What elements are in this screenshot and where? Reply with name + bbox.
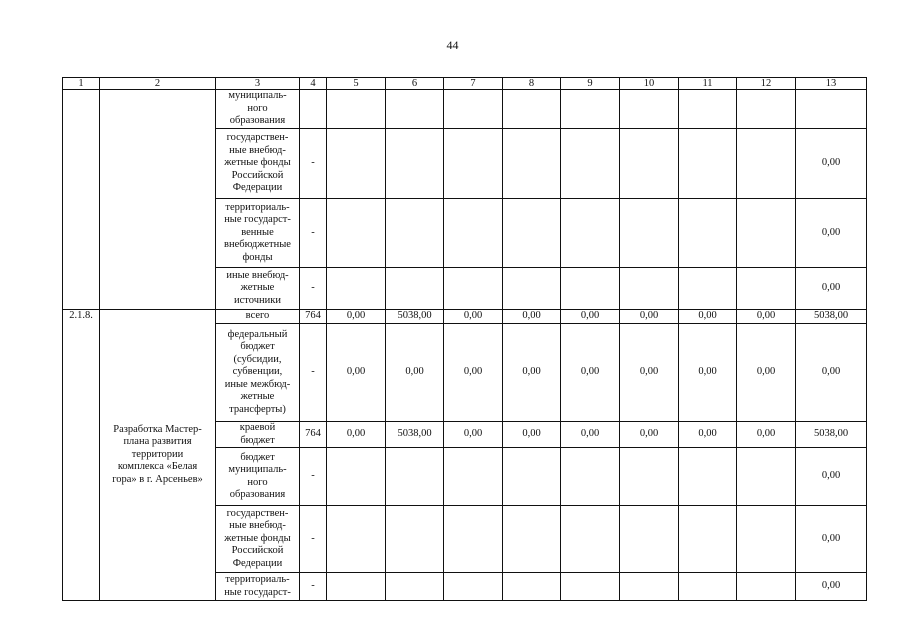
value-cell-v8 xyxy=(503,129,561,199)
value-cell-v5 xyxy=(327,129,386,199)
table-row xyxy=(63,310,867,324)
value-cell-v11 xyxy=(679,129,737,199)
header-cell: 12 xyxy=(737,78,796,90)
value-cell-v11: 0,00 xyxy=(679,324,737,422)
value-cell-v8 xyxy=(503,573,561,601)
header-cell: 13 xyxy=(796,78,867,90)
value-cell-v12 xyxy=(737,268,796,310)
value-cell-v6 xyxy=(386,199,444,268)
value-cell-v7: 0,00 xyxy=(444,324,503,422)
value-cell-v13: 0,00 xyxy=(796,199,867,268)
value-cell-v10 xyxy=(620,90,679,129)
value-cell-v8 xyxy=(503,448,561,506)
value-cell-v7 xyxy=(444,129,503,199)
value-cell-v10: 0,00 xyxy=(620,310,679,324)
value-cell-v13: 0,00 xyxy=(796,324,867,422)
value-cell-v10 xyxy=(620,506,679,573)
value-cell-v12: 0,00 xyxy=(737,422,796,448)
value-cell-v12: 0,00 xyxy=(737,310,796,324)
value-cell-v8: 0,00 xyxy=(503,324,561,422)
code-cell xyxy=(300,90,327,129)
value-cell-v9 xyxy=(561,448,620,506)
value-cell-v5 xyxy=(327,268,386,310)
value-cell-v11 xyxy=(679,573,737,601)
value-cell-v11: 0,00 xyxy=(679,422,737,448)
value-cell-v6 xyxy=(386,129,444,199)
value-cell-v6: 5038,00 xyxy=(386,422,444,448)
header-cell: 7 xyxy=(444,78,503,90)
value-cell-v13: 0,00 xyxy=(796,129,867,199)
header-cell: 6 xyxy=(386,78,444,90)
value-cell-v9 xyxy=(561,573,620,601)
value-cell-v11 xyxy=(679,506,737,573)
value-cell-v5 xyxy=(327,199,386,268)
value-cell-v9: 0,00 xyxy=(561,310,620,324)
value-cell-v6 xyxy=(386,506,444,573)
header-cell: 4 xyxy=(300,78,327,90)
header-cell: 1 xyxy=(63,78,100,90)
value-cell-v9 xyxy=(561,506,620,573)
value-cell-v12 xyxy=(737,506,796,573)
event-name-cell: Разработка Мастер- плана развития территории комплекса «Белая гора» в г. Арсеньев» xyxy=(100,310,216,601)
funding-source-cell: муниципаль- ного образования xyxy=(216,90,300,129)
value-cell-v10 xyxy=(620,199,679,268)
value-cell-v13: 5038,00 xyxy=(796,422,867,448)
value-cell-v5 xyxy=(327,90,386,129)
value-cell-v8 xyxy=(503,90,561,129)
funding-source-cell: территориаль- ные государст- венные внебюджетные фонды xyxy=(216,199,300,268)
value-cell-v7 xyxy=(444,448,503,506)
value-cell-v8 xyxy=(503,268,561,310)
value-cell-v13: 0,00 xyxy=(796,573,867,601)
value-cell-v5: 0,00 xyxy=(327,324,386,422)
value-cell-v11 xyxy=(679,448,737,506)
value-cell-v9 xyxy=(561,129,620,199)
value-cell-v7 xyxy=(444,573,503,601)
code-cell: - xyxy=(300,573,327,601)
page-number: 44 xyxy=(446,38,459,52)
value-cell-v12 xyxy=(737,573,796,601)
value-cell-v9: 0,00 xyxy=(561,324,620,422)
value-cell-v13: 5038,00 xyxy=(796,310,867,324)
value-cell-v7 xyxy=(444,268,503,310)
value-cell-v13 xyxy=(796,90,867,129)
value-cell-v6 xyxy=(386,90,444,129)
value-cell-v10 xyxy=(620,268,679,310)
budget-table xyxy=(62,77,867,601)
value-cell-v7 xyxy=(444,506,503,573)
value-cell-v10 xyxy=(620,129,679,199)
header-cell: 3 xyxy=(216,78,300,90)
value-cell-v8 xyxy=(503,506,561,573)
row-number-cell: 2.1.8. xyxy=(63,310,100,601)
value-cell-v7: 0,00 xyxy=(444,422,503,448)
funding-source-cell: иные внебюд- жетные источники xyxy=(216,268,300,310)
value-cell-v9 xyxy=(561,199,620,268)
code-cell: - xyxy=(300,506,327,573)
value-cell-v12 xyxy=(737,90,796,129)
value-cell-v7: 0,00 xyxy=(444,310,503,324)
code-cell: 764 xyxy=(300,422,327,448)
header-cell: 8 xyxy=(503,78,561,90)
value-cell-v8: 0,00 xyxy=(503,422,561,448)
value-cell-v10 xyxy=(620,448,679,506)
event-name-cell xyxy=(100,90,216,310)
value-cell-v11: 0,00 xyxy=(679,310,737,324)
value-cell-v5: 0,00 xyxy=(327,310,386,324)
value-cell-v5 xyxy=(327,573,386,601)
funding-source-cell: государствен- ные внебюд- жетные фонды Российской Федерации xyxy=(216,129,300,199)
value-cell-v12 xyxy=(737,448,796,506)
funding-source-cell: государствен- ные внебюд- жетные фонды Российской Федерации xyxy=(216,506,300,573)
value-cell-v5 xyxy=(327,448,386,506)
value-cell-v6: 5038,00 xyxy=(386,310,444,324)
value-cell-v5 xyxy=(327,506,386,573)
header-cell: 10 xyxy=(620,78,679,90)
value-cell-v11 xyxy=(679,268,737,310)
funding-source-cell: территориаль- ные государст- xyxy=(216,573,300,601)
value-cell-v6 xyxy=(386,448,444,506)
value-cell-v13: 0,00 xyxy=(796,448,867,506)
header-cell: 5 xyxy=(327,78,386,90)
value-cell-v6 xyxy=(386,268,444,310)
value-cell-v7 xyxy=(444,90,503,129)
value-cell-v10: 0,00 xyxy=(620,324,679,422)
value-cell-v9: 0,00 xyxy=(561,422,620,448)
value-cell-v12: 0,00 xyxy=(737,324,796,422)
value-cell-v6 xyxy=(386,573,444,601)
code-cell: - xyxy=(300,448,327,506)
header-cell: 2 xyxy=(100,78,216,90)
value-cell-v8: 0,00 xyxy=(503,310,561,324)
value-cell-v12 xyxy=(737,199,796,268)
funding-source-cell: бюджет муниципаль- ного образования xyxy=(216,448,300,506)
header-cell: 9 xyxy=(561,78,620,90)
value-cell-v12 xyxy=(737,129,796,199)
table-body xyxy=(63,90,867,601)
code-cell: - xyxy=(300,268,327,310)
value-cell-v5: 0,00 xyxy=(327,422,386,448)
funding-source-cell: федеральный бюджет (субсидии, субвенции, иные межбюд- жетные трансферты) xyxy=(216,324,300,422)
code-cell: - xyxy=(300,129,327,199)
header-cell: 11 xyxy=(679,78,737,90)
value-cell-v6: 0,00 xyxy=(386,324,444,422)
value-cell-v10: 0,00 xyxy=(620,422,679,448)
table-row xyxy=(63,90,867,129)
value-cell-v8 xyxy=(503,199,561,268)
value-cell-v11 xyxy=(679,90,737,129)
code-cell: 764 xyxy=(300,310,327,324)
value-cell-v9 xyxy=(561,268,620,310)
header-row xyxy=(63,78,867,90)
value-cell-v11 xyxy=(679,199,737,268)
value-cell-v13: 0,00 xyxy=(796,268,867,310)
row-number-cell xyxy=(63,90,100,310)
funding-source-cell: всего xyxy=(216,310,300,324)
value-cell-v7 xyxy=(444,199,503,268)
funding-source-cell: краевой бюджет xyxy=(216,422,300,448)
value-cell-v13: 0,00 xyxy=(796,506,867,573)
value-cell-v10 xyxy=(620,573,679,601)
code-cell: - xyxy=(300,324,327,422)
code-cell: - xyxy=(300,199,327,268)
value-cell-v9 xyxy=(561,90,620,129)
